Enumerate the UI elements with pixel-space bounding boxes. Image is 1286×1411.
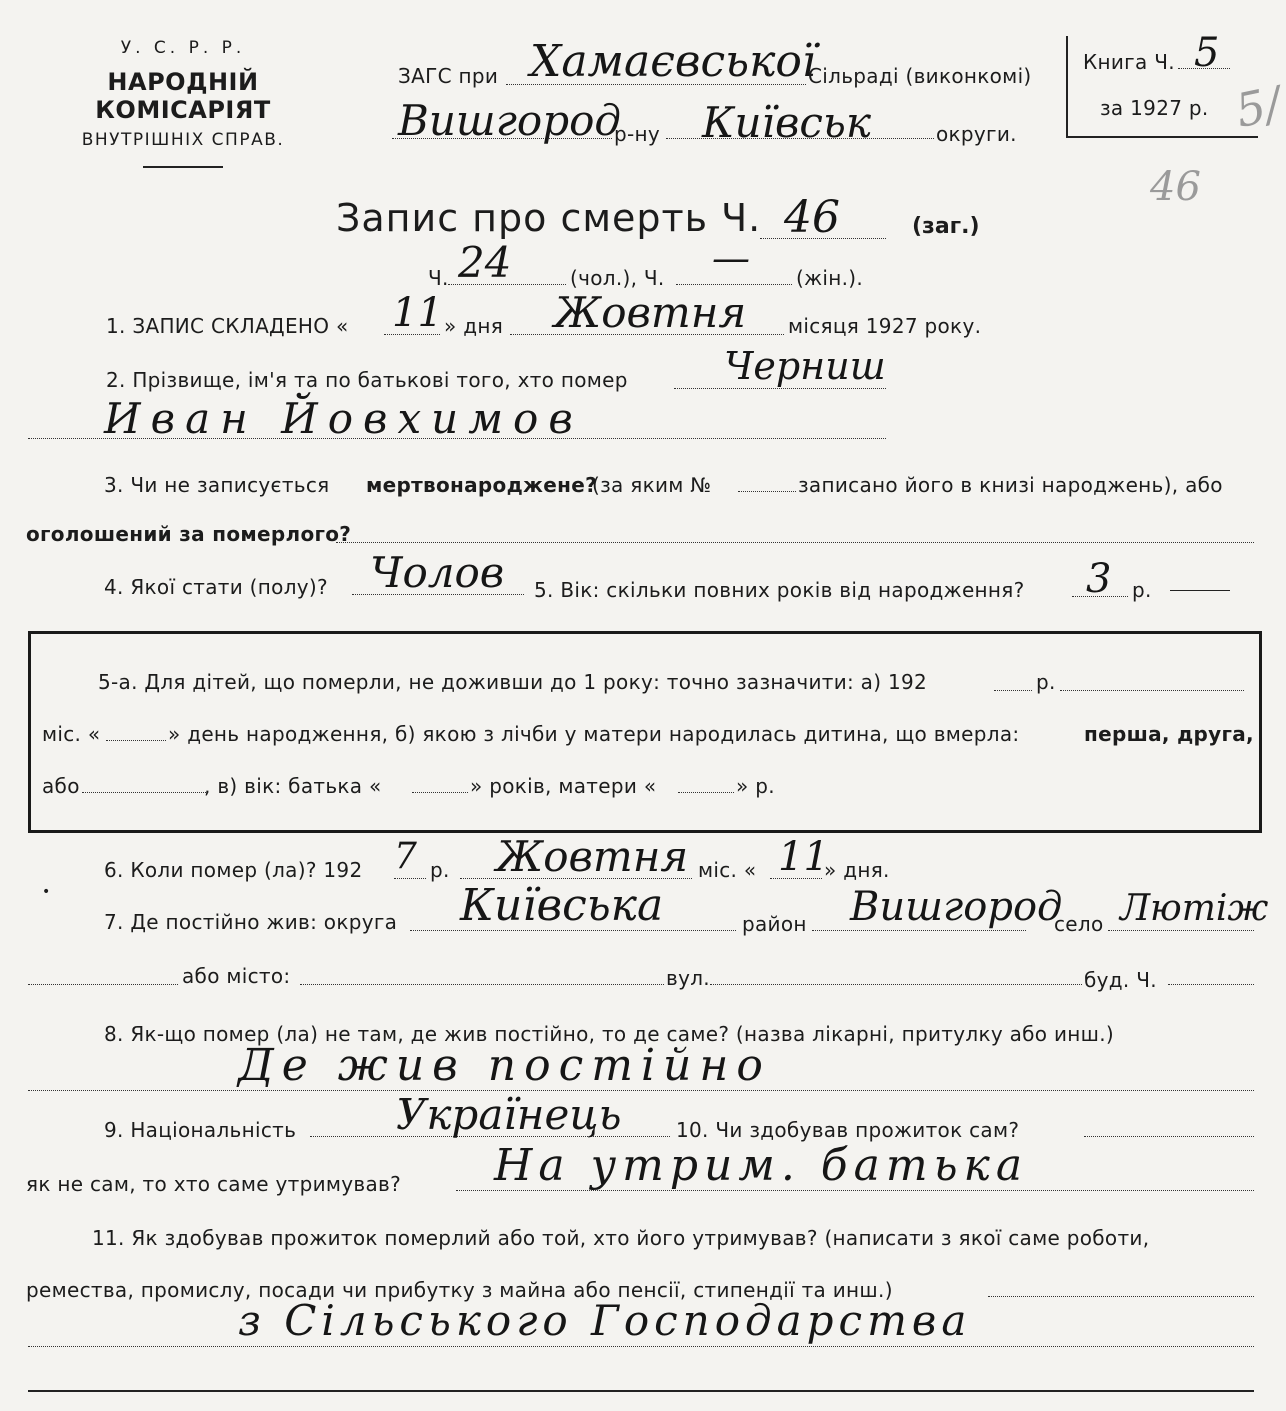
f8-label: 8. Як-що помер (ла) не там, де жив постійно, то де саме? (назва лікарні, притулку або инш.)	[104, 1022, 1115, 1046]
male-count-label: (чол.), Ч.	[570, 266, 665, 290]
f7-raion-rule	[812, 930, 1026, 931]
f3-text-3: записано його в книзі народжень), або	[798, 473, 1223, 497]
f5a-other-rule	[82, 792, 206, 793]
okruha-label: округи.	[936, 122, 1017, 146]
commissariat-line: НАРОДНІЙ КОМІСАРІЯТ	[95, 68, 271, 124]
f7-selo-label: село	[1054, 912, 1104, 936]
bottom-rule	[28, 1390, 1254, 1392]
f11-line-2: ремества, промислу, посади чи прибутку з майна або пенсії, стипендії та инш.)	[26, 1278, 893, 1302]
male-count-prefix: Ч.	[428, 266, 449, 290]
f1-month-handwritten: Жовтня	[554, 288, 747, 337]
zags-label: ЗАГС при	[398, 64, 499, 88]
f6-label: 6. Коли помер (ла)? 192	[104, 858, 363, 882]
f5-age-unit: р.	[1132, 578, 1152, 602]
f11-line-1: 11. Як здобував прожиток померлий або той, хто його утримував? (написати з якої саме роботи,	[92, 1226, 1150, 1250]
f2-surname-rule	[674, 388, 886, 389]
f7-city-label: або місто:	[182, 964, 291, 988]
female-count-handwritten: —	[712, 236, 750, 280]
f5-age-label: 5. Вік: скільки повних років від народження?	[534, 578, 1025, 602]
f3-stillborn: мертвонароджене?	[366, 473, 597, 497]
f5a-line-2: » день народження, б) якою з лічби у матери народилась дитина, що вмерла:	[168, 722, 1020, 746]
f6-day-handwritten: 11	[778, 834, 829, 880]
f1-label: 1. ЗАПИС СКЛАДЕНО «	[106, 314, 349, 338]
village-handwritten: Хамаєвської	[530, 36, 816, 87]
f10-supporter-handwritten: На утрим. батька	[494, 1140, 1029, 1191]
f9-label: 9. Національність	[104, 1118, 297, 1142]
f10-supporter-label: як не сам, то хто саме утримував?	[26, 1172, 402, 1196]
republic-line: У. С. Р. Р.	[120, 38, 246, 58]
f9-nationality-handwritten: Українець	[396, 1090, 622, 1139]
f7-raion-handwritten: Вишгород	[850, 884, 1063, 930]
internal-affairs-line: ВНУТРІШНІХ СПРАВ.	[81, 130, 285, 150]
f3-text-1: 3. Чи не записується	[104, 473, 330, 497]
f7-house-label: буд. Ч.	[1084, 968, 1157, 992]
f2-label: 2. Прізвище, ім'я та по батькові того, хто помер	[106, 368, 628, 392]
f2-name-handwritten: Иван Йовхимов	[104, 394, 583, 443]
f7-house-rule	[1168, 984, 1254, 985]
f5a-month-rule	[1060, 690, 1244, 691]
f6-day-label: » дня.	[824, 858, 890, 882]
book-year: за 1927 р.	[1100, 96, 1209, 120]
f7-okruha-handwritten: Київська	[460, 880, 664, 931]
f1-year-label: місяця 1927 року.	[788, 314, 982, 338]
f5a-mother-age-label: » років, матери «	[470, 774, 657, 798]
female-count-rule	[676, 284, 792, 285]
f7-raion-label: район	[742, 912, 807, 936]
f6-year-unit: р.	[430, 858, 450, 882]
f4-label: 4. Якої стати (полу)?	[104, 575, 328, 599]
f11-answer-rule	[28, 1346, 1254, 1347]
f5a-or: або	[42, 774, 80, 798]
title-number-handwritten: 46	[784, 192, 840, 243]
f2-surname-handwritten: Черниш	[724, 344, 886, 388]
f10-answer-rule	[1084, 1136, 1254, 1137]
district-handwritten: Вишгород	[398, 96, 622, 145]
f7-city-rule	[300, 984, 664, 985]
book-number-handwritten: 5	[1194, 30, 1220, 76]
f6-month-label: міс. «	[698, 858, 757, 882]
f6-month-handwritten: Жовтня	[496, 832, 689, 881]
f5a-father-age-label: , в) вік: батька «	[204, 774, 382, 798]
issuer-block	[38, 38, 328, 168]
document-title: Запис про смерть Ч.	[336, 196, 762, 240]
f5a-day-rule	[106, 740, 166, 741]
f5a-month-prefix: міс. «	[42, 722, 101, 746]
f5a-father-age-rule	[412, 792, 468, 793]
f11-answer-handwritten: з Сільського Господарства	[238, 1296, 972, 1345]
f4-sex-handwritten: Чолов	[370, 548, 505, 597]
f5a-year-unit: р.	[1036, 670, 1056, 694]
f5-age-handwritten: 3	[1086, 556, 1112, 602]
f6-year-handwritten: 7	[394, 836, 417, 877]
f8-answer-handwritten: Де жив постійно	[238, 1040, 771, 1091]
f5a-mother-age-rule	[678, 792, 734, 793]
f1-day-handwritten: 11	[392, 290, 443, 336]
f3-declared-rule	[336, 542, 1254, 543]
f7-pre-city-rule	[28, 984, 178, 985]
margin-note: 46	[1150, 164, 1201, 210]
f3-number-rule	[738, 491, 796, 492]
f3-text-2: (за яким №	[592, 473, 712, 497]
male-count-handwritten: 24	[458, 238, 512, 287]
header-rule	[143, 166, 223, 168]
book-label: Книга Ч.	[1083, 50, 1175, 74]
f5-age-dash	[1170, 590, 1230, 591]
f7-okruha-label: 7. Де постійно жив: округа	[104, 910, 398, 934]
f7-selo-rule	[1108, 930, 1254, 931]
district-label: р-ну	[614, 122, 661, 146]
f7-street-rule	[710, 984, 1082, 985]
f6-year-rule	[394, 878, 426, 879]
f10-label: 10. Чи здобував прожиток сам?	[676, 1118, 1020, 1142]
council-label: Сільраді (виконкомі)	[808, 64, 1032, 88]
f5a-line-1: 5-а. Для дітей, що померли, не доживши до 1 року: точно зазначити: а) 192	[98, 670, 928, 694]
f5a-year-rule	[994, 690, 1032, 691]
margin-stamp-mark: 5/	[1230, 75, 1286, 139]
f3-declared-dead: оголошений за померлого?	[26, 522, 352, 546]
margin-dot: •	[42, 884, 51, 900]
f11-line-2-rule	[988, 1296, 1254, 1297]
title-suffix: (заг.)	[912, 214, 980, 239]
f1-day-suffix: » дня	[444, 314, 504, 338]
f7-street-label: вул.	[666, 966, 710, 990]
okruha-handwritten: Київськ	[702, 98, 871, 147]
f5a-mother-age-unit: » р.	[736, 774, 775, 798]
f5a-order-options: перша, друга,	[1084, 722, 1254, 746]
f7-selo-handwritten: Лютіж	[1120, 888, 1269, 929]
female-count-label: (жін.).	[796, 266, 864, 290]
